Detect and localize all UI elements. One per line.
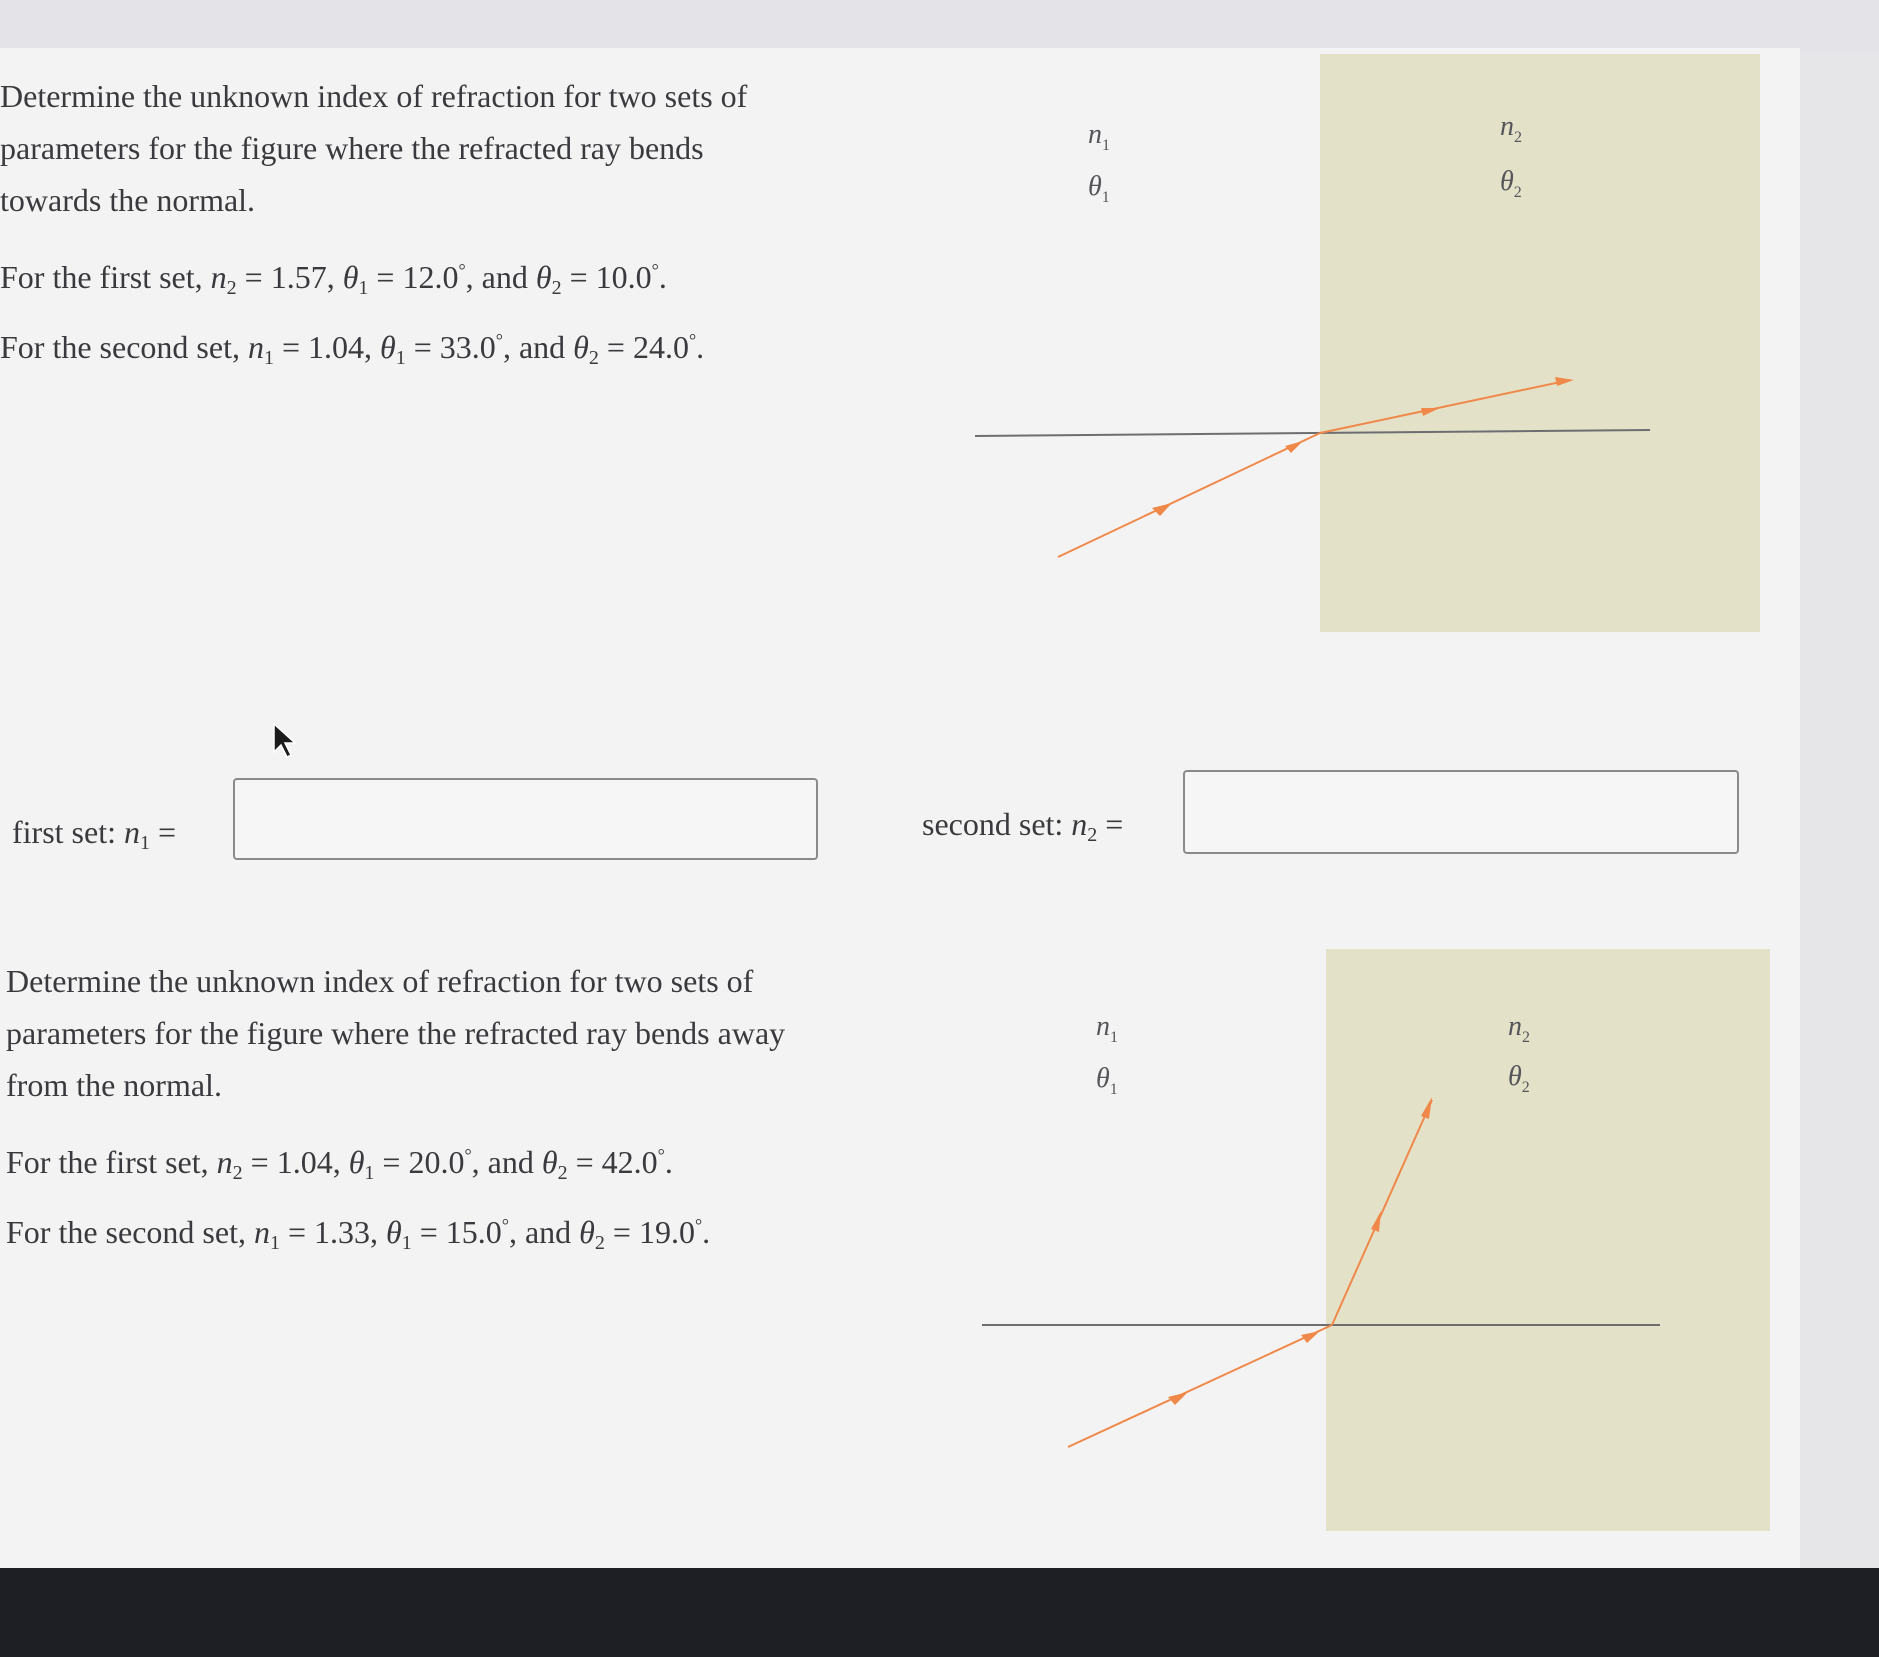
medium-2-block — [1320, 54, 1760, 632]
incident-ray — [1068, 1325, 1332, 1447]
fig2-n2-label: $n_2$ — [1508, 1011, 1530, 1046]
first-set-answer-input[interactable] — [233, 778, 818, 860]
fig1-theta1-label: $\theta_1$ — [1088, 171, 1110, 206]
refraction-figure-away-from-normal — [970, 945, 1790, 1545]
first-set-answer-label: first set: $n_1$ = — [12, 814, 177, 854]
fig2-n1-label: $n_1$ — [1096, 1011, 1118, 1046]
problem-2-first-set: For the first set, $n_2 = 1.04$, $\theta_1 = 20.0^\circ$, and $\theta_2 = 42.0^\circ$. — [6, 1144, 673, 1184]
second-set-answer-label: second set: $n_2$ = — [922, 806, 1124, 846]
problem-1-prompt: Determine the unknown index of refraction for two sets of parameters for the figure where the refracted ray bends towards the normal. — [0, 78, 748, 218]
second-set-answer-input[interactable] — [1183, 770, 1739, 854]
mouse-cursor-icon — [272, 722, 298, 760]
incident-ray-arrow-2 — [1301, 1331, 1320, 1343]
incident-ray-arrow-1 — [1168, 1392, 1188, 1405]
fig2-theta1-label: $\theta_1$ — [1096, 1063, 1118, 1098]
medium-2-block — [1326, 949, 1770, 1531]
top-browser-strip — [0, 0, 1879, 52]
screen-bottom-bezel — [0, 1568, 1879, 1657]
problem-1-text — [0, 70, 810, 384]
problem-1-first-set: For the first set, $n_2 = 1.57$, $\theta_1 = 12.0^\circ$, and $\theta_2 = 10.0^\circ$. — [0, 259, 667, 299]
fig1-n1-label: $n_1$ — [1088, 119, 1110, 154]
fig1-n2-label: $n_2$ — [1500, 111, 1522, 146]
problem-2-text — [6, 955, 846, 1269]
incident-ray-arrow-2 — [1285, 441, 1303, 453]
problem-2-prompt: Determine the unknown index of refraction for two sets of parameters for the figure where the refracted ray bends away from the normal. — [6, 963, 786, 1103]
incident-ray-arrow-1 — [1152, 503, 1172, 516]
fig1-theta2-label: $\theta_2$ — [1500, 166, 1522, 201]
problem-1-second-set: For the second set, $n_1 = 1.04$, $\theta_1 = 33.0^\circ$, and $\theta_2 = 24.0^\circ$. — [0, 329, 705, 369]
incident-ray — [1058, 433, 1320, 557]
refraction-figure-toward-normal — [960, 50, 1790, 650]
problem-2-second-set: For the second set, $n_1 = 1.33$, $\theta_1 = 15.0^\circ$, and $\theta_2 = 19.0^\circ$. — [6, 1214, 711, 1254]
fig2-theta2-label: $\theta_2$ — [1508, 1061, 1530, 1096]
